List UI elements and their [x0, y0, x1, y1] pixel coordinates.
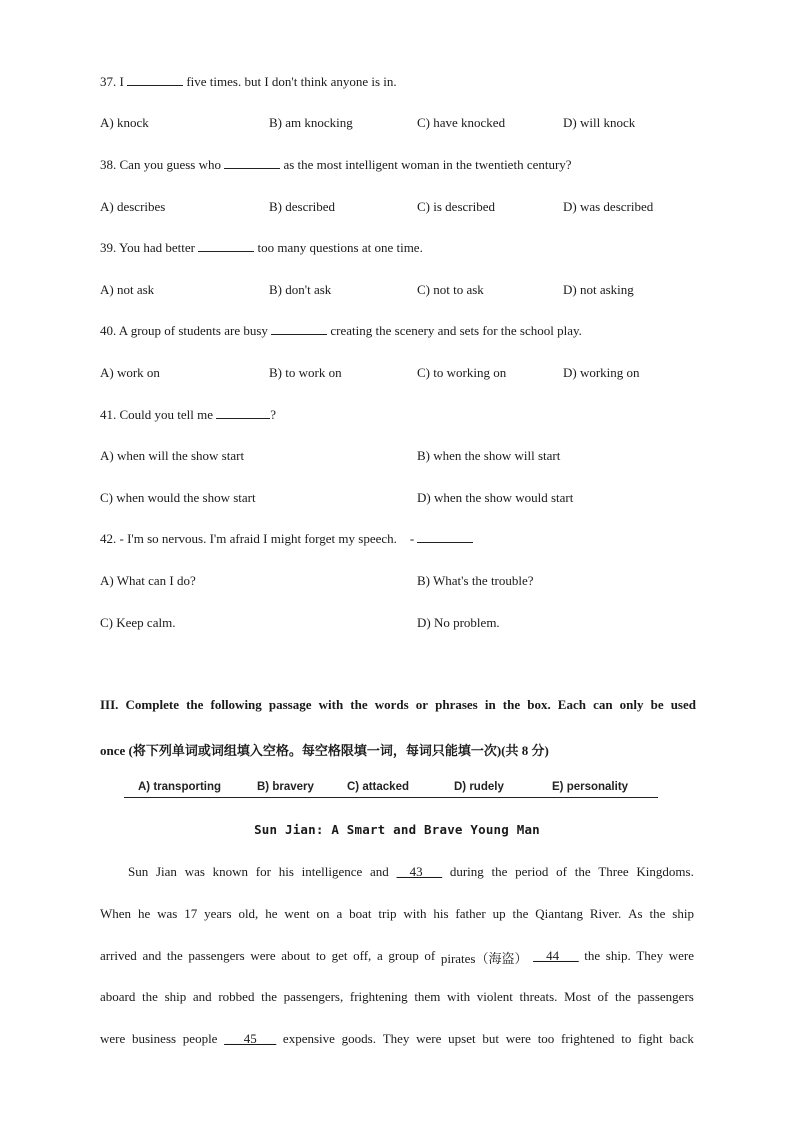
passage-word: Jian	[155, 864, 177, 879]
question-stem: 41. Could you tell me	[100, 407, 217, 422]
passage-word: the	[512, 906, 529, 921]
passage-word: back	[669, 1031, 694, 1046]
passage-line	[128, 864, 694, 880]
option-d[interactable]: D) not asking	[563, 282, 634, 297]
option-b[interactable]: B) What's the trouble?	[417, 573, 534, 588]
heading-word: phrases	[435, 697, 478, 712]
question-stem-end: creating the scenery and sets for the school play.	[327, 323, 582, 338]
heading-word: be	[650, 697, 664, 712]
question-stem-end: too many questions at one time.	[254, 240, 423, 255]
passage-line	[100, 948, 694, 967]
passage-word: with	[446, 989, 471, 1004]
heading-word: following	[210, 697, 262, 712]
passage-word: about	[281, 948, 311, 963]
passage-word: Qiantang	[535, 906, 583, 921]
passage-word: robbed	[218, 989, 255, 1004]
passage-word: were	[100, 1031, 126, 1046]
passage-word: threats.	[519, 989, 558, 1004]
passage-word: violent	[476, 989, 513, 1004]
passage-word: old,	[238, 906, 259, 921]
question-stem-end: ?	[270, 407, 277, 422]
question-stem-end: as the most intelligent woman in the twentieth century?	[280, 157, 572, 172]
passage-word: his	[278, 864, 294, 879]
passage-word: River.	[589, 906, 622, 921]
passage-word: aboard	[100, 989, 136, 1004]
passage-word: Sun	[128, 864, 149, 879]
passage-word: father	[455, 906, 486, 921]
heading-word: only	[619, 697, 644, 712]
option-b[interactable]: B) don't ask	[269, 282, 332, 297]
passage-word: arrived	[100, 948, 137, 963]
option-c[interactable]: C) Keep calm.	[100, 615, 176, 630]
word-option-c: C) attacked	[347, 781, 409, 793]
passage-word: Three	[598, 864, 629, 879]
blank-number[interactable]: ___45___	[224, 1031, 277, 1046]
passage-word: business	[132, 1031, 177, 1046]
question-42	[100, 531, 473, 547]
passage-word: passengers	[637, 989, 694, 1004]
passage-word: during	[449, 864, 484, 879]
passage-word: pirates（海盗）	[440, 951, 528, 966]
passage-word: As	[628, 906, 643, 921]
passage-word: his	[433, 906, 449, 921]
passage-word: the	[614, 989, 631, 1004]
question-40	[100, 323, 582, 339]
answer-blank[interactable]	[271, 323, 327, 335]
heading-word: the	[350, 697, 368, 712]
passage-word: trip	[378, 906, 397, 921]
passage-word: years	[204, 906, 232, 921]
passage-word: off,	[353, 948, 372, 963]
question-stem: 40. A group of students are busy	[100, 323, 272, 338]
passage-word: people	[182, 1031, 218, 1046]
passage-word: went	[284, 906, 310, 921]
option-a[interactable]: A) knock	[100, 115, 149, 130]
passage-line	[100, 1031, 694, 1047]
heading-word: can	[593, 697, 613, 712]
option-d[interactable]: D) No problem.	[417, 615, 500, 630]
passage-word: When	[100, 906, 132, 921]
passage-word: known	[212, 864, 249, 879]
passage-word: get	[331, 948, 348, 963]
passage-word: and	[192, 989, 212, 1004]
passage-word: group	[388, 948, 419, 963]
passage-word: goods.	[341, 1031, 376, 1046]
passage-word: boat	[349, 906, 372, 921]
heading-word: used	[670, 697, 696, 712]
section-heading-line2: once (将下列单词或词组填入空格。每空格限填一词，每词只能填一次)(共 8 分)	[100, 743, 549, 758]
passage-word: with	[403, 906, 427, 921]
passage-word: upset	[448, 1031, 476, 1046]
passage-word: and	[370, 864, 389, 879]
passage-word: frightening	[349, 989, 408, 1004]
passage-word: was	[157, 906, 178, 921]
passage-word: were	[668, 948, 694, 963]
passage-word: of	[597, 989, 609, 1004]
answer-blank[interactable]	[417, 531, 473, 543]
passage-word: fight	[638, 1031, 663, 1046]
passage-word: too	[537, 1031, 555, 1046]
passage-word: of	[424, 948, 436, 963]
question-38	[100, 157, 572, 173]
passage-word: but	[482, 1031, 499, 1046]
option-d[interactable]: D) will knock	[563, 115, 636, 130]
heading-word: passage	[268, 697, 312, 712]
blank-number[interactable]: __44___	[533, 948, 579, 963]
answer-blank[interactable]	[216, 407, 270, 419]
passage-word: were	[505, 1031, 531, 1046]
passage-word: They	[636, 948, 664, 963]
heading-word: Each	[557, 697, 586, 712]
question-stem: 39. You had better	[100, 240, 199, 255]
option-d[interactable]: D) when the show would start	[417, 490, 574, 505]
passage-word: up	[492, 906, 506, 921]
passage-word: the	[649, 906, 666, 921]
answer-blank[interactable]	[127, 74, 183, 86]
passage-word: 17	[184, 906, 198, 921]
answer-blank[interactable]	[224, 157, 280, 169]
question-39	[100, 240, 423, 256]
heading-word: the	[186, 697, 204, 712]
passage-word: frightened	[561, 1031, 615, 1046]
word-box	[124, 779, 658, 798]
question-41	[100, 407, 276, 423]
heading-word: or	[415, 697, 429, 712]
passage-word: the	[261, 989, 277, 1004]
passage-word: passengers	[188, 948, 245, 963]
passage-word: a	[336, 906, 343, 921]
passage-word: and	[142, 948, 162, 963]
option-b[interactable]: B) am knocking	[269, 115, 353, 130]
passage-word: them	[414, 989, 441, 1004]
passage-word: Kingdoms.	[636, 864, 694, 879]
word-option-a: A) transporting	[138, 781, 222, 793]
passage-word: period	[515, 864, 549, 879]
passage-word: he	[137, 906, 151, 921]
passage-word: on	[316, 906, 330, 921]
passage-word: the	[142, 989, 158, 1004]
option-d[interactable]: D) was described	[563, 199, 654, 214]
passage-word: the	[491, 864, 508, 879]
option-a[interactable]: A) describes	[100, 199, 166, 214]
passage-word: expensive	[282, 1031, 335, 1046]
passage-word: he	[265, 906, 278, 921]
question-stem: 37. I	[100, 74, 128, 89]
option-b[interactable]: B) when the show will start	[417, 448, 561, 463]
question-stem: 42. - I'm so nervous. I'm afraid I might forget my speech. -	[100, 531, 418, 546]
passage-line	[100, 989, 694, 1005]
passage-word: to	[621, 1031, 632, 1046]
passage-word: was	[184, 864, 205, 879]
heading-word: Complete	[125, 697, 179, 712]
option-c[interactable]: C) to working on	[417, 365, 507, 380]
heading-word: words	[374, 697, 409, 712]
passage-word: of	[556, 864, 567, 879]
passage-word: were	[416, 1031, 442, 1046]
option-a[interactable]: A) work on	[100, 365, 160, 380]
option-a[interactable]: A) What can I do?	[100, 573, 196, 588]
passage-word: ship.	[605, 948, 631, 963]
option-c[interactable]: C) have knocked	[417, 115, 506, 130]
word-option-d: D) rudely	[454, 781, 504, 793]
passage-word: Most	[564, 989, 591, 1004]
option-c[interactable]: C) is described	[417, 199, 495, 214]
word-option-b: B) bravery	[257, 781, 314, 793]
passage-word: ship	[164, 989, 187, 1004]
option-b[interactable]: B) described	[269, 199, 336, 214]
heading-word: with	[318, 697, 344, 712]
answer-blank[interactable]	[198, 240, 254, 252]
passage-word: for	[255, 864, 271, 879]
word-option-e: E) personality	[552, 781, 629, 793]
passage-word: a	[376, 948, 383, 963]
heading-word: III.	[100, 697, 119, 712]
passage-word: They	[382, 1031, 410, 1046]
question-37	[100, 74, 397, 90]
blank-number[interactable]: __43___	[396, 864, 443, 879]
option-c[interactable]: C) not to ask	[417, 282, 484, 297]
option-d[interactable]: D) working on	[563, 365, 640, 380]
option-b[interactable]: B) to work on	[269, 365, 342, 380]
option-a[interactable]: A) when will the show start	[100, 448, 245, 463]
passage-word: were	[250, 948, 276, 963]
passage-word: the	[166, 948, 183, 963]
passage-word: to	[315, 948, 326, 963]
heading-word: box.	[527, 697, 551, 712]
option-c[interactable]: C) when would the show start	[100, 490, 256, 505]
passage-line	[100, 906, 694, 922]
passage-word: intelligence	[301, 864, 363, 879]
passage-title: Sun Jian: A Smart and Brave Young Man	[254, 822, 540, 837]
passage-word: passengers,	[283, 989, 344, 1004]
section-heading	[100, 697, 696, 713]
heading-word: in	[484, 697, 496, 712]
option-a[interactable]: A) not ask	[100, 282, 155, 297]
passage-word: ship	[672, 906, 694, 921]
passage-word: the	[574, 864, 591, 879]
passage-word: the	[584, 948, 601, 963]
heading-word: the	[502, 697, 521, 712]
question-stem-end: five times. but I don't think anyone is in.	[183, 74, 397, 89]
section-heading-line1	[100, 697, 696, 713]
question-stem: 38. Can you guess who	[100, 157, 225, 172]
